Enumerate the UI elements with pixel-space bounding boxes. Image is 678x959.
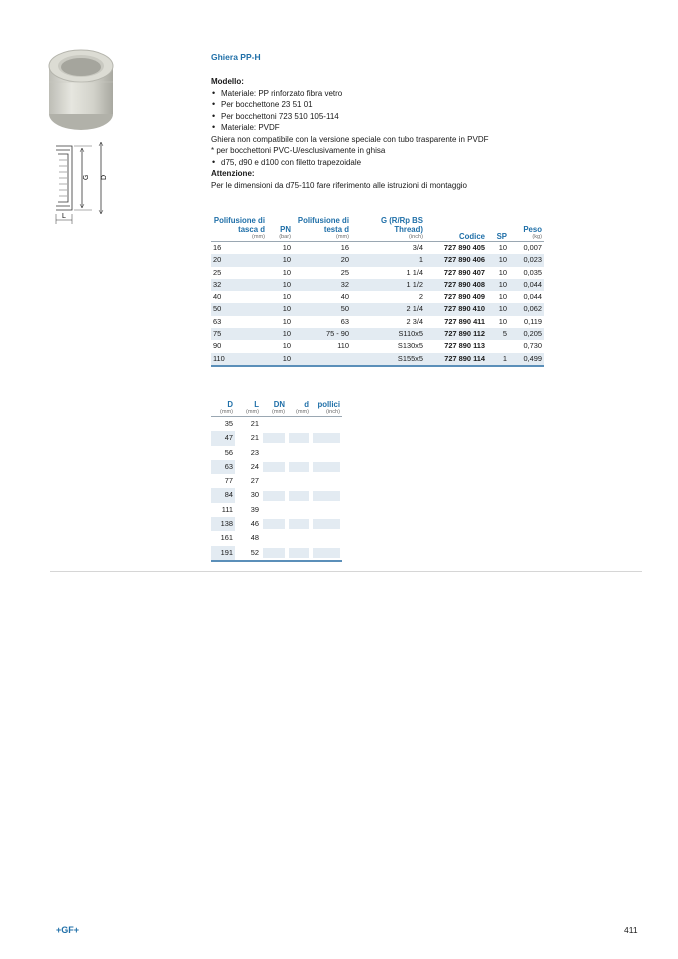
- cell-thread: 2 1/4: [351, 303, 425, 315]
- col-header-d-outer: D (mm): [219, 400, 233, 415]
- cell-pn: 10: [267, 254, 293, 266]
- table-row: [211, 291, 544, 303]
- table-row: [211, 517, 342, 531]
- cell-dn: [261, 474, 287, 488]
- cell-code: 727 890 409: [443, 292, 485, 302]
- bullet-item: • Materiale: PP rinforzato fibra vetro: [211, 88, 631, 100]
- cell-sp: 10: [487, 254, 509, 266]
- table-row: [211, 328, 544, 340]
- cell-d-inner: [287, 446, 311, 460]
- cell-inches: [311, 546, 342, 561]
- cell-d-outer: 77: [224, 476, 233, 486]
- cell-d-inner: [287, 517, 311, 531]
- cell-butt-d: 50: [293, 303, 351, 315]
- col-header-socket-d: Polifusione di tasca d (mm): [213, 216, 265, 240]
- cell-sp: 1: [487, 353, 509, 366]
- thread-bullets: [211, 157, 631, 169]
- col-header-sp: SP: [496, 232, 507, 241]
- cell-dn: [261, 546, 287, 561]
- cell-socket-d: 40: [213, 292, 222, 302]
- cell-d-inner: [287, 431, 311, 445]
- cell-thread: 1: [351, 254, 425, 266]
- cell-l: 48: [250, 533, 259, 543]
- bullet-item: • Per bocchettoni 723 510 105-114: [211, 111, 631, 123]
- cell-socket-d: 90: [213, 341, 222, 351]
- col-header-weight: Peso (kg): [523, 225, 542, 240]
- table-row: [211, 340, 544, 352]
- bullet-item: • Per bocchettone 23 51 01: [211, 99, 631, 111]
- cell-pn: 10: [267, 303, 293, 315]
- cell-pn: 10: [267, 242, 293, 255]
- cell-d-outer: 161: [220, 533, 233, 543]
- col-header-code: Codice: [459, 232, 485, 241]
- cell-socket-d: 63: [213, 316, 222, 326]
- cell-weight: 0,730: [523, 341, 542, 351]
- table-row: [211, 303, 544, 315]
- cell-code: 727 890 406: [425, 254, 487, 266]
- cell-socket-d: 50: [211, 303, 267, 315]
- table-row: [211, 254, 544, 266]
- cell-weight: 0,007: [509, 242, 544, 255]
- cell-butt-d: 32: [293, 279, 351, 291]
- cell-inches: [311, 503, 342, 517]
- cell-d-inner: [287, 417, 311, 432]
- cell-weight: 0,035: [523, 267, 542, 277]
- cell-sp: 10: [498, 267, 507, 277]
- cell-d-inner: [287, 531, 311, 545]
- cell-butt-d: 20: [293, 254, 351, 266]
- cell-code: 727 890 405: [425, 242, 487, 255]
- cell-weight: 0,044: [509, 279, 544, 291]
- cast-iron-note: * per bocchettoni PVC-U/esclusivamente in ghisa: [211, 146, 386, 155]
- cell-butt-d: 40: [340, 292, 349, 302]
- col-header-d-inner: d (mm): [295, 400, 309, 415]
- cell-l: 23: [250, 447, 259, 457]
- cell-inches: [311, 531, 342, 545]
- cell-d-outer: 47: [211, 431, 235, 445]
- cell-thread: 3/4: [351, 242, 425, 255]
- cell-thread: 1 1/2: [351, 279, 425, 291]
- brand-logo: +GF+: [56, 925, 80, 935]
- drawing-label-d: D: [101, 174, 108, 180]
- cell-socket-d: 25: [213, 267, 222, 277]
- cell-thread: 2: [418, 292, 423, 302]
- cell-code: 727 890 411: [444, 316, 485, 326]
- table-row: [211, 446, 342, 460]
- description: [211, 76, 631, 191]
- cell-pn: 10: [282, 267, 291, 277]
- cell-d-outer: 63: [211, 460, 235, 474]
- table-row: [211, 460, 342, 474]
- col-header-dn: DN (mm): [271, 400, 285, 415]
- cell-d-inner: [287, 474, 311, 488]
- cell-sp: [487, 340, 509, 352]
- cell-pn: 10: [282, 316, 291, 326]
- cell-inches: [311, 417, 342, 432]
- drawing-label-l: L: [62, 213, 66, 220]
- cell-l: 21: [235, 417, 261, 432]
- cell-sp: 10: [498, 292, 507, 302]
- cell-butt-d: 75 - 90: [293, 328, 351, 340]
- cell-d-outer: 84: [211, 488, 235, 502]
- compatibility-note: Ghiera non compatibile con la versione speciale con tubo trasparente in PVDF: [211, 134, 489, 144]
- table-row: [211, 431, 342, 445]
- table-row: [211, 417, 342, 432]
- cell-code: 727 890 113: [444, 341, 485, 351]
- cell-weight: 0,205: [509, 328, 544, 340]
- bullet-item: • Materiale: PVDF: [211, 122, 631, 134]
- cell-dn: [261, 488, 287, 502]
- cell-socket-d: 32: [211, 279, 267, 291]
- table-row: [211, 546, 342, 561]
- cell-code: 727 890 410: [425, 303, 487, 315]
- cell-weight: 0,044: [523, 292, 542, 302]
- table-row: [211, 279, 544, 291]
- cell-l: 39: [250, 504, 259, 514]
- cell-sp: 10: [487, 279, 509, 291]
- drawing-label-g: G: [83, 174, 90, 180]
- cell-inches: [311, 431, 342, 445]
- cell-d-inner: [287, 460, 311, 474]
- cell-socket-d: 110: [211, 353, 267, 366]
- cell-l: 46: [250, 519, 259, 529]
- cell-dn: [261, 417, 287, 432]
- cell-butt-d: 110: [337, 341, 349, 351]
- cell-code: 727 890 114: [425, 353, 487, 366]
- table-row: [211, 474, 342, 488]
- cell-inches: [311, 474, 342, 488]
- table-row: [211, 353, 544, 366]
- cell-pn: 10: [282, 341, 291, 351]
- cell-l: 21: [250, 433, 259, 443]
- cell-l: 52: [235, 546, 261, 561]
- cell-weight: 0,023: [509, 254, 544, 266]
- cell-pn: 10: [282, 292, 291, 302]
- cell-socket-d: 20: [211, 254, 267, 266]
- col-header-butt-d: Polifusione di testa d (mm): [297, 216, 349, 240]
- cell-butt-d: 63: [340, 316, 349, 326]
- cell-inches: [311, 446, 342, 460]
- cell-d-outer: 56: [224, 447, 233, 457]
- cell-code: 727 890 112: [425, 328, 487, 340]
- cell-l: 30: [250, 490, 259, 500]
- cell-d-outer: 138: [211, 517, 235, 531]
- cell-pn: 10: [267, 279, 293, 291]
- table-row: [211, 242, 544, 255]
- cell-dn: [261, 517, 287, 531]
- dimensions-table: [211, 400, 342, 562]
- col-header-thread: G (R/Rp BS Thread) (inch): [380, 216, 423, 240]
- cell-weight: 0,499: [509, 353, 544, 366]
- attention-text: Per le dimensioni da d75-110 fare riferimento alle istruzioni di montaggio: [211, 180, 467, 190]
- table-row: [211, 531, 342, 545]
- cell-socket-d: 75: [211, 328, 267, 340]
- page-number: 411: [624, 925, 638, 935]
- cell-dn: [261, 446, 287, 460]
- table-row: [211, 488, 342, 502]
- product-photo: [46, 48, 116, 134]
- section-divider: [50, 571, 642, 572]
- cell-inches: [311, 460, 342, 474]
- model-heading: Modello:: [211, 77, 244, 86]
- table-row: [211, 316, 544, 328]
- cell-thread: 1 1/4: [406, 267, 423, 277]
- product-title: Ghiera PP-H: [211, 52, 261, 62]
- cell-butt-d: 16: [293, 242, 351, 255]
- technical-drawing: [52, 140, 114, 230]
- cell-pn: 10: [267, 353, 293, 366]
- table-row: [211, 267, 544, 279]
- cell-sp: 10: [498, 316, 507, 326]
- cell-d-inner: [287, 488, 311, 502]
- cell-dn: [261, 431, 287, 445]
- cell-d-outer: 35: [211, 417, 235, 432]
- col-header-pn: PN (bar): [279, 225, 291, 240]
- cell-butt-d: 25: [340, 267, 349, 277]
- cell-sp: 10: [487, 242, 509, 255]
- cell-l: 24: [250, 461, 259, 471]
- cell-thread: S130x5: [397, 341, 423, 351]
- table-row: [211, 503, 342, 517]
- cell-code: 727 890 407: [443, 267, 485, 277]
- cell-inches: [311, 488, 342, 502]
- model-bullets: [211, 88, 631, 134]
- col-header-inches: pollici (inch): [317, 400, 340, 415]
- cell-sp: 5: [487, 328, 509, 340]
- cell-d-inner: [287, 503, 311, 517]
- cell-sp: 10: [487, 303, 509, 315]
- cell-d-inner: [287, 546, 311, 561]
- cell-thread: S110x5: [351, 328, 425, 340]
- cell-socket-d: 16: [211, 242, 267, 255]
- cell-dn: [261, 531, 287, 545]
- cell-weight: 0,062: [509, 303, 544, 315]
- cell-dn: [261, 460, 287, 474]
- cell-inches: [311, 517, 342, 531]
- bullet-item: • d75, d90 e d100 con filetto trapezoidale: [211, 157, 631, 169]
- cell-code: 727 890 408: [425, 279, 487, 291]
- cell-d-outer: 111: [221, 504, 233, 514]
- cell-weight: 0,119: [524, 316, 542, 326]
- cell-butt-d: [293, 353, 351, 366]
- col-header-l: L (mm): [245, 400, 259, 415]
- cell-pn: 10: [267, 328, 293, 340]
- product-table: [211, 216, 544, 367]
- attention-heading: Attenzione:: [211, 169, 255, 178]
- cell-thread: S155x5: [351, 353, 425, 366]
- cell-l: 27: [250, 476, 259, 486]
- cell-d-outer: 191: [211, 546, 235, 561]
- cell-thread: 2 3/4: [406, 316, 423, 326]
- cell-dn: [261, 503, 287, 517]
